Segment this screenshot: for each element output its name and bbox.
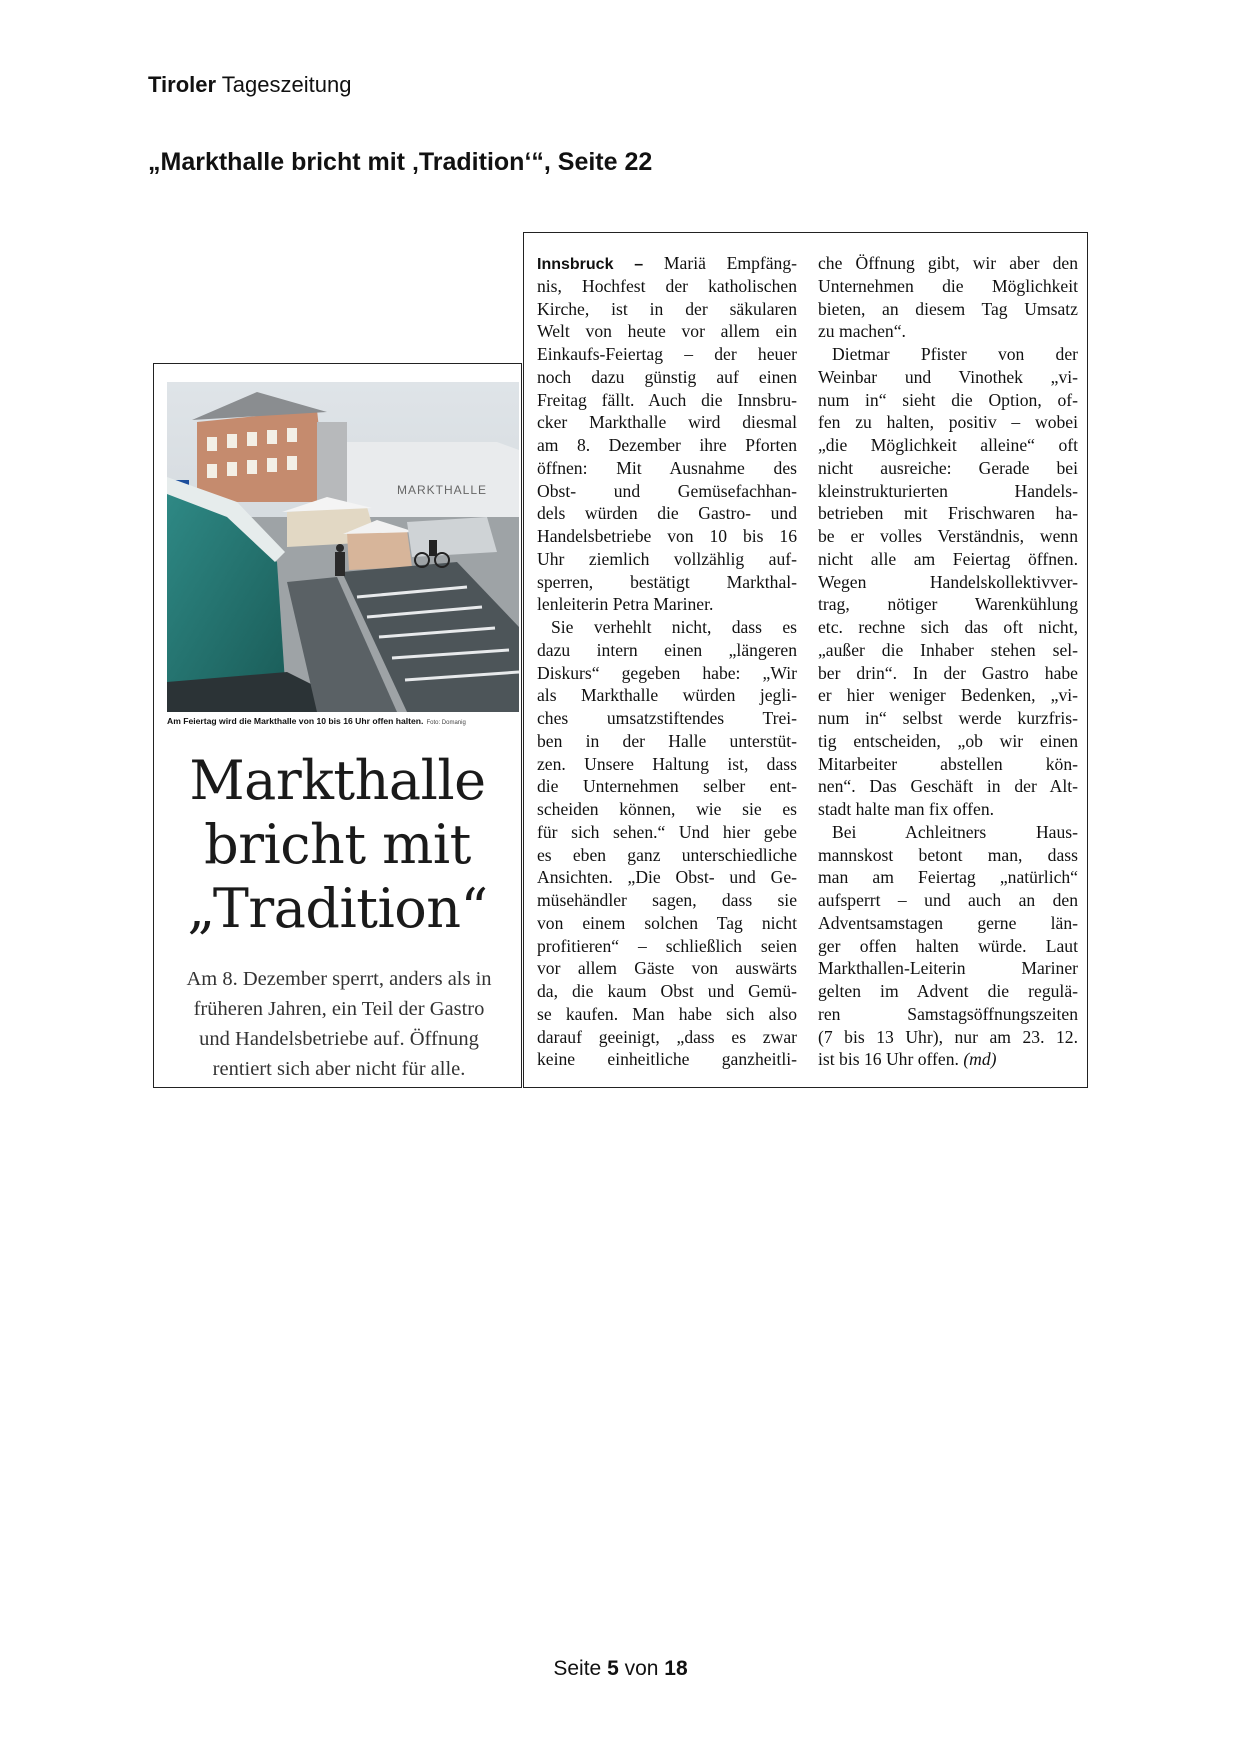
- markthalle-sign: MARKTHALLE: [397, 483, 488, 497]
- article-line: dazu intern einen „längeren: [537, 639, 797, 660]
- article-line: ren Samstagsöffnungszeiten: [818, 1003, 1078, 1024]
- article-line: stadt halte man fix offen.: [818, 799, 995, 819]
- article-line: als Markthalle würden jegli-: [537, 685, 797, 706]
- article-line: da, die kaum Obst und Gemü-: [537, 981, 797, 1001]
- article-line: Welt von heute vor allem ein: [537, 321, 797, 342]
- article-line-text: ist bis 16 Uhr offen.: [818, 1049, 959, 1070]
- article-line: num in“ sieht die Option, of-: [818, 389, 1078, 410]
- article-line: scheiden können, wie sie es: [537, 799, 797, 819]
- article-line: Uhr ziemlich vollzählig auf-: [537, 548, 797, 569]
- article-teaser: [160, 964, 518, 1084]
- article-line: gelten im Advent die regulä-: [818, 981, 1078, 1001]
- document-title: „Markthalle bricht mit ‚Tradition‘“, Seite 22: [148, 148, 653, 176]
- article-line: nicht ausreiche: Gerade bei: [818, 457, 1078, 478]
- article-line: er hier weniger Bedenken, „vi-: [818, 685, 1078, 706]
- article-line: nicht alle am Feiertag öffnen.: [818, 548, 1078, 569]
- headline-line-1: Markthalle: [189, 749, 486, 812]
- article-line: aufsperrt – und auch an den: [818, 890, 1078, 910]
- article-line: noch dazu günstig auf einen: [537, 366, 797, 387]
- article-line: cker Markthalle wird diesmal: [537, 412, 797, 433]
- article-line: sperren, bestätigt Markthal-: [537, 571, 797, 592]
- article-line: ches umsatzstiftendes Trei-: [537, 708, 797, 728]
- article-line: Kirche, ist in der säkularen: [537, 298, 797, 319]
- article-line: nis, Hochfest der katholischen: [537, 275, 797, 296]
- teaser-line: früheren Jahren, ein Teil der Gastro: [193, 998, 485, 1020]
- article-line: fen zu halten, positiv – wobei: [818, 412, 1078, 433]
- article-line: bieten, an diesem Tag Umsatz: [818, 298, 1078, 319]
- article-line: Weinbar und Vinothek „vi-: [818, 366, 1078, 387]
- headline-line-3: „Tradition“: [187, 877, 488, 940]
- article-line: Freitag fällt. Auch die Innsbru-: [537, 389, 797, 410]
- article-line: Unternehmen die Möglichkeit: [818, 275, 1078, 296]
- article-line-text: Mariä Empfäng-: [643, 253, 797, 273]
- article-line: Adventsamstagen gerne län-: [818, 912, 1078, 933]
- article-line: [818, 1048, 1078, 1071]
- article-line: che Öffnung gibt, wir aber den: [818, 253, 1078, 273]
- article-line: die Unternehmen selber ent-: [537, 776, 797, 797]
- article-line: ber drin“. In der Gastro habe: [818, 662, 1078, 683]
- article-line: nen“. Das Geschäft in der Alt-: [818, 776, 1078, 797]
- clipping-left-panel: [153, 363, 522, 1088]
- article-author: (md): [963, 1049, 997, 1070]
- article-line: kleinstrukturierten Handels-: [818, 480, 1078, 501]
- masthead-brand-rest: Tageszeitung: [221, 72, 352, 97]
- teaser-line: rentiert sich aber nicht für alle.: [212, 1058, 466, 1080]
- article-line: (7 bis 13 Uhr), nur am 23. 12.: [818, 1026, 1078, 1047]
- article-line: betrieben mit Frischwaren ha-: [818, 503, 1078, 524]
- article-line: mannskost betont man, dass: [818, 844, 1078, 865]
- article-line: „außer die Inhaber stehen sel-: [818, 639, 1078, 660]
- footer-mid: von: [624, 1657, 659, 1680]
- article-line: zu machen“.: [818, 321, 906, 342]
- article-line: müsehändler sagen, dass sie: [537, 890, 797, 910]
- market-hall-photo-image: [167, 382, 519, 712]
- masthead: [148, 72, 351, 98]
- article-line: es eben ganz unterschiedliche: [537, 844, 797, 865]
- photo-caption-text: Am Feiertag wird die Markthalle von 10 bis 16 Uhr offen halten.: [167, 716, 424, 726]
- article-line: für sich sehen.“ Und hier gebe: [537, 821, 797, 842]
- article-line: profitieren“ – schließlich seien: [537, 935, 797, 956]
- article-line: öffnen: Mit Ausnahme des: [537, 457, 797, 478]
- footer-prefix: Seite: [553, 1657, 602, 1680]
- article-line: trag, nötiger Warenkühlung: [818, 594, 1078, 615]
- article-line: Handelsbetriebe von 10 bis 16: [537, 526, 797, 546]
- article-photo: [167, 382, 519, 712]
- article-line: „die Möglichkeit alleine“ oft: [818, 435, 1078, 455]
- article-line: be er volles Verständnis, wenn: [818, 526, 1078, 546]
- article-line: Obst- und Gemüsefachhan-: [537, 480, 797, 501]
- article-line: Dietmar Pfister von der: [832, 344, 1078, 364]
- article-headline: [154, 749, 521, 941]
- article-line: darauf geeinigt, „dass es zwar: [537, 1026, 797, 1047]
- article-line: [537, 252, 797, 275]
- article-line: von einem solchen Tag nicht: [537, 912, 797, 933]
- article-dateline: Innsbruck –: [537, 256, 644, 273]
- article-line: man am Feiertag „natürlich“: [818, 867, 1078, 888]
- article-line: Einkaufs-Feiertag – der heuer: [537, 344, 797, 364]
- teaser-line: und Handelsbetriebe auf. Öffnung: [199, 1028, 479, 1050]
- headline-line-2: bricht mit: [204, 813, 471, 876]
- article-line: zen. Unsere Haltung ist, dass: [537, 753, 797, 774]
- article-line: ger offen halten würde. Laut: [818, 935, 1078, 956]
- article-line: dels würden die Gastro- und: [537, 503, 797, 524]
- photo-caption: [167, 716, 519, 726]
- article-line: Mitarbeiter abstellen kön-: [818, 753, 1078, 774]
- footer-page-total: 18: [664, 1657, 688, 1680]
- article-line: etc. rechne sich das oft nicht,: [818, 617, 1078, 637]
- page-footer: [0, 1657, 1241, 1681]
- masthead-brand-bold: Tiroler: [148, 72, 217, 97]
- article-line: Wegen Handelskollektivver-: [818, 571, 1078, 592]
- teaser-line: Am 8. Dezember sperrt, anders als in: [186, 968, 492, 990]
- article-line: Sie verhehlt nicht, dass es: [551, 617, 797, 637]
- photo-credit: Foto: Domanig: [426, 720, 466, 726]
- article-line: num in“ selbst werde kurzfris-: [818, 708, 1078, 728]
- article-line: Ansichten. „Die Obst- und Ge-: [537, 867, 797, 888]
- article-column-1: [537, 252, 797, 1071]
- article-line: se kaufen. Man habe sich also: [537, 1003, 797, 1024]
- article-line: ben in der Halle unterstüt-: [537, 730, 797, 751]
- article-line: lenleiterin Petra Mariner.: [537, 594, 714, 615]
- article-line: vor allem Gäste von auswärts: [537, 958, 797, 979]
- clipping-article-body: [523, 232, 1088, 1088]
- article-column-2: [818, 252, 1078, 1071]
- article-line: tig entscheiden, „ob wir einen: [818, 730, 1078, 751]
- article-line: keine einheitliche ganzheitli-: [537, 1049, 797, 1070]
- article-line: Bei Achleitners Haus-: [832, 821, 1078, 842]
- footer-page-number: 5: [607, 1657, 619, 1680]
- article-line: Diskurs“ gegeben habe: „Wir: [537, 662, 797, 683]
- article-line: Markthallen-Leiterin Mariner: [818, 958, 1078, 979]
- article-line: am 8. Dezember ihre Pforten: [537, 435, 797, 455]
